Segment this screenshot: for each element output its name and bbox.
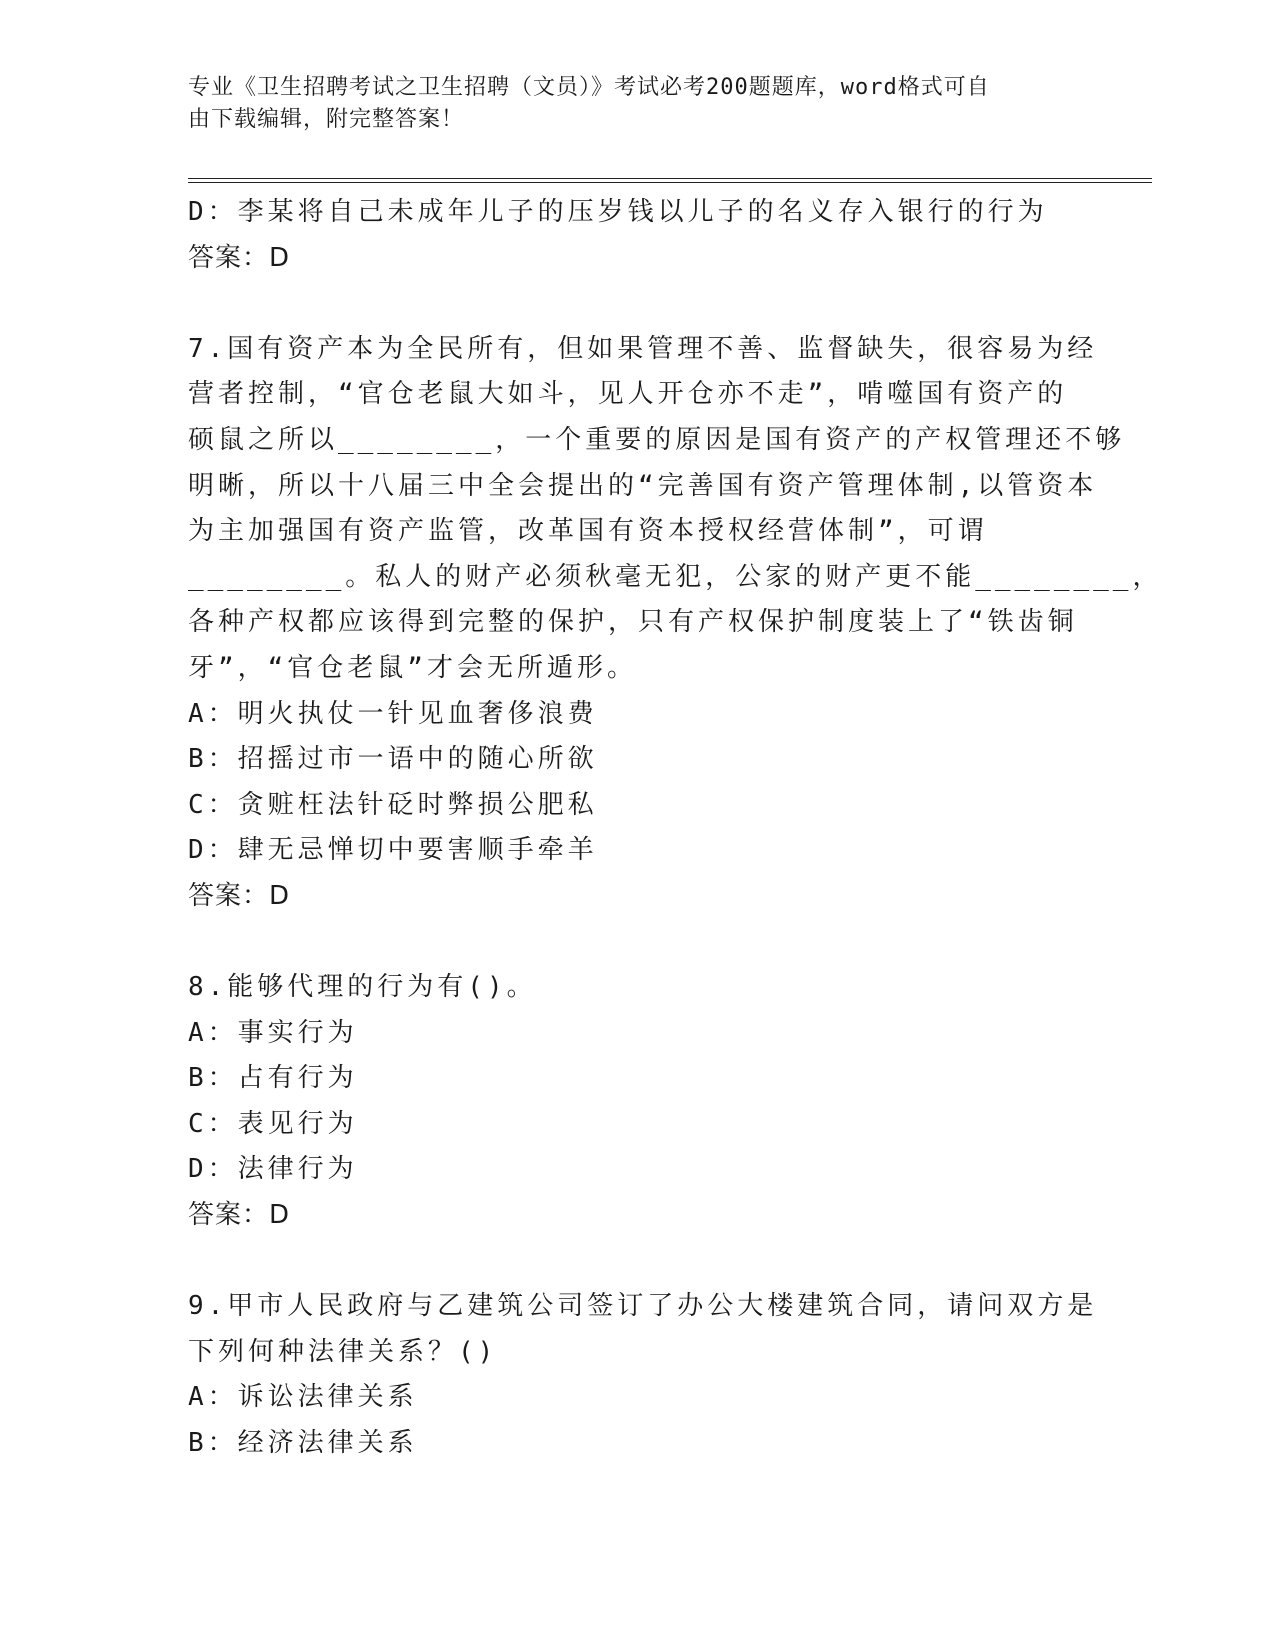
q7-option-b: B：招摇过市一语中的随心所欲 [188,744,598,775]
q9-stem-line: 9.甲市人民政府与乙建筑公司签订了办公大楼建筑合同，请问双方是 [188,1291,1098,1322]
q8-option-d: D：法律行为 [188,1154,358,1185]
spacer [188,920,1088,966]
q9-stem-line: 下列何种法律关系？() [188,1336,498,1367]
q8-option-b: B：占有行为 [188,1063,358,1094]
q7-stem-line: 硕鼠之所以________，一个重要的原因是国有资产的产权管理还不够 [188,424,1126,455]
q8-option-a: A：事实行为 [188,1017,358,1048]
q9-option-a: A：诉讼法律关系 [188,1382,418,1413]
q7-option-c: C：贪赃枉法针砭时弊损公肥私 [188,789,598,820]
question-8 [188,965,1088,1239]
q7-stem-line: 7.国有资产本为全民所有，但如果管理不善、监督缺失，很容易为经 [188,333,1098,364]
q7-stem-line: 明晰，所以十八届三中全会提出的“完善国有资产管理体制,以管资本 [188,470,1098,501]
q7-option-d: D：肆无忌惮切中要害顺手牵羊 [188,835,598,866]
header-divider [188,178,1152,183]
q6-answer: 答案：D [188,242,291,273]
q7-stem-line: ________。私人的财产必须秋毫无犯，公家的财产更不能________， [188,561,1163,592]
q7-stem-line: 牙”，“官仓老鼠”才会无所遁形。 [188,652,637,683]
question-9 [188,1284,1098,1466]
question-7 [188,327,1163,920]
question-list [188,190,1163,1467]
q8-option-c: C：表见行为 [188,1108,358,1139]
spacer [188,1239,1088,1285]
q6-option-d: D：李某将自己未成年儿子的压岁钱以儿子的名义存入银行的行为 [188,197,1048,227]
spacer [188,281,1088,327]
q7-answer: 答案：D [188,880,291,911]
q8-answer: 答案：D [188,1200,291,1231]
header-line-1: 专业《卫生招聘考试之卫生招聘（文员）》考试必考200题题库，word格式可自 [188,75,990,100]
q7-stem-line: 各种产权都应该得到完整的保护，只有产权保护制度装上了“铁齿铜 [188,607,1078,638]
page-header [188,72,1068,136]
q8-stem: 8.能够代理的行为有()。 [188,972,537,1003]
q7-stem-line: 为主加强国有资产监管，改革国有资本授权经营体制”，可谓 [188,516,988,547]
q7-option-a: A：明火执仗一针见血奢侈浪费 [188,698,598,729]
q9-option-b: B：经济法律关系 [188,1428,418,1459]
q7-stem-line: 营者控制，“官仓老鼠大如斗，见人开仓亦不走”，啃噬国有资产的 [188,379,1068,410]
header-line-2: 由下载编辑，附完整答案！ [188,107,465,132]
